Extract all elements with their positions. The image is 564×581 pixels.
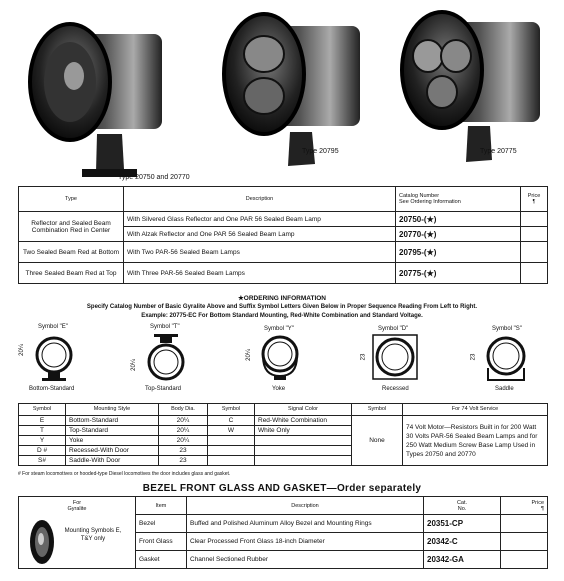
mounting-style: Yoke [66,436,159,446]
product-caption: Type 20795 [302,148,339,155]
gyralite-20775-photo [392,4,562,182]
ordering-instructions: Specify Catalog Number of Basic Gyralite Above and Suffix Symbol Letters Given Below in Proper Sequence Reading From Left to Right. [86,304,478,310]
dimension-label: 23 [360,353,367,361]
price-cell [521,227,548,242]
signal-color [255,446,352,456]
price-header: Price ¶ [501,497,548,515]
signal-color: White Only [255,426,352,436]
mounting-style: Top-Standard [66,426,159,436]
signal-color [255,436,352,446]
column-header: Signal Color [255,404,352,416]
price-cell [501,551,548,569]
catalog-cell: 20342-GA [424,551,501,569]
color-symbol: W [208,426,255,436]
mounting-style: Saddle-With Door [66,456,159,466]
price-cell [521,263,548,284]
description-cell: With Silvered Glass Reflector and One PAR 56 Sealed Beam Lamp [124,212,396,227]
suffix-options-table [18,403,548,466]
mounting-style: Recessed-With Door [66,446,159,456]
voltage-symbol: None [352,416,403,466]
signal-color [255,456,352,466]
mounting-symbols-note: Mounting Symbols E, T&Y only [64,527,122,542]
column-header: Mounting Style [66,404,159,416]
dimension-label: 20¼ [18,344,25,356]
body-diameter: 23 [159,456,208,466]
column-header: Symbol [208,404,255,416]
saddle-drawing [484,334,528,384]
item-cell: Front Glass [136,533,187,551]
mounting-symbol: E [19,416,66,426]
gyralite-20795-photo [212,4,382,182]
symbol-label: Symbol "Y" [264,326,294,332]
color-symbol: C [208,416,255,426]
dimension-label: 20¼ [245,349,252,361]
symbol-label: Symbol "T" [150,324,180,330]
symbol-label: Symbol "S" [492,326,522,332]
top-standard-drawing [146,332,186,387]
description-cell: Channel Sectioned Rubber [187,551,424,569]
dimension-label: 23 [470,353,477,361]
yoke-drawing [260,334,300,382]
bezel-parts-table [18,496,548,569]
price-cell [501,533,548,551]
symbol-label: Symbol "D" [378,326,409,332]
description-cell: With Alzak Reflector and One PAR 56 Sealed Beam Lamp [124,227,396,242]
symbol-name: Saddle [495,386,514,392]
voltage-service-text: 74 Volt Motor—Resistors Built in for 200 Watt 30 Volts PAR-56 Sealed Beam Lamps and for 250 Watt Medium Screw Base Lamp Used in Types 20750 and 20770 [403,416,548,466]
bezel-section-title: BEZEL FRONT GLASS AND GASKET—Order separately [142,483,422,494]
mounting-style: Bottom-Standard [66,416,159,426]
gyralite-20750-photo [12,4,182,182]
mounting-symbol: T [19,426,66,436]
description-cell: With Two PAR-56 Sealed Beam Lamps [124,242,396,263]
mounting-symbol: Y [19,436,66,446]
description-header: Description [187,497,424,515]
table-row [19,416,548,426]
bottom-standard-drawing [34,331,74,386]
description-cell: Buffed and Polished Aluminum Alloy Bezel and Mounting Rings [187,515,424,533]
product-caption: Type 20775 [480,148,517,155]
type-header: Type [19,187,124,212]
catalog-cell: 20770-(★) [396,227,521,242]
type-cell: Reflector and Sealed Beam Combination Red in Center [19,212,124,242]
description-cell: With Three PAR-56 Sealed Beam Lamps [124,263,396,284]
symbol-name: Bottom-Standard [29,386,75,392]
product-caption: Type 20750 and 20770 [118,174,190,181]
symbol-label: Symbol "E" [38,324,68,330]
price-cell [501,515,548,533]
for-gyralite-cell [19,515,136,569]
ordering-title: ★ORDERING INFORMATION [237,295,327,302]
description-cell: Clear Processed Front Glass 18-inch Diameter [187,533,424,551]
price-cell [521,242,548,263]
column-header: Body Dia. [159,404,208,416]
item-cell: Bezel [136,515,187,533]
symbol-name: Recessed [382,386,409,392]
bezel-ring-drawing [27,517,57,567]
color-symbol [208,446,255,456]
description-header: Description [124,187,396,212]
catalog-cell: 20342-C [424,533,501,551]
symbol-name: Top-Standard [145,386,182,392]
color-symbol [208,436,255,446]
mounting-symbol: D # [19,446,66,456]
catalog-cell: 20351-CP [424,515,501,533]
for-gyralite-header: For Gyralite [19,497,136,515]
catalog-cell: 20750-(★) [396,212,521,227]
catalog-cell: 20775-(★) [396,263,521,284]
ordering-example: Example: 20775-EC For Bottom Standard Mounting, Red-White Combination and Standard Voltage. [141,313,423,319]
gyralite-type-table [18,186,548,284]
type-cell: Two Sealed Beam Red at Bottom [19,242,124,263]
price-header: Price ¶ [521,187,548,212]
column-header: Symbol [19,404,66,416]
column-header: For 74 Volt Service [403,404,548,416]
body-diameter: 20¼ [159,436,208,446]
item-header: Item [136,497,187,515]
body-diameter: 20¼ [159,426,208,436]
body-diameter: 20¼ [159,416,208,426]
price-cell [521,212,548,227]
type-cell: Three Sealed Beam Red at Top [19,263,124,284]
item-cell: Gasket [136,551,187,569]
catalog-header: Cat. No. [424,497,501,515]
symbol-name: Yoke [272,386,286,392]
color-symbol [208,456,255,466]
catalog-cell: 20795-(★) [396,242,521,263]
recessed-drawing [372,334,418,382]
catalog-header: Catalog Number See Ordering Information [396,187,521,212]
body-diameter: 23 [159,446,208,456]
dimension-label: 20¼ [130,359,137,371]
door-footnote: # For steam locomotives or hooded-type Diesel locomotives the door includes glass and gasket. [18,471,231,477]
mounting-symbol: S# [19,456,66,466]
column-header: Symbol [352,404,403,416]
signal-color: Red-White Combination [255,416,352,426]
